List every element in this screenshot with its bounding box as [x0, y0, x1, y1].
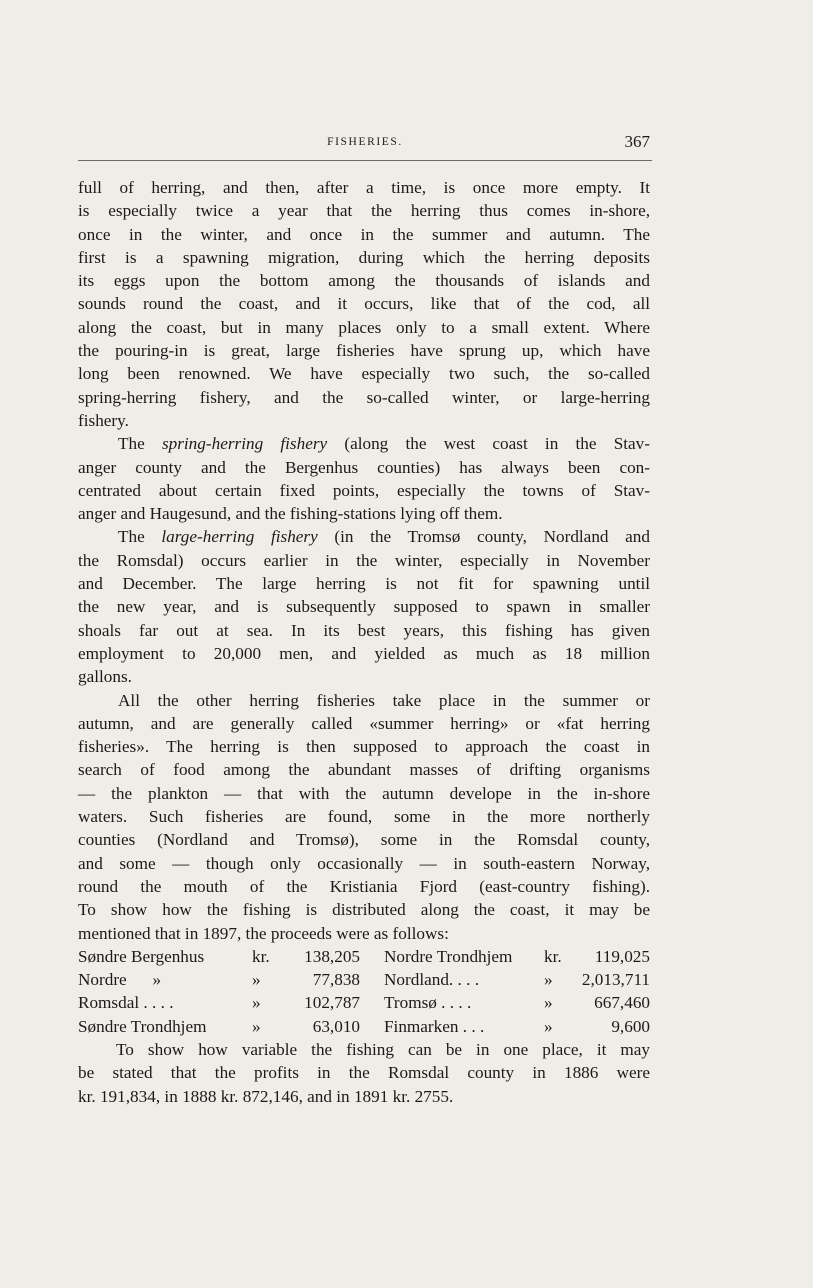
- text-line: centrated about certain fixed points, especially the towns of Stav-: [78, 480, 650, 500]
- header-rule: [78, 160, 652, 161]
- text-line: round the mouth of the Kristiania Fjord (east-country fishing).: [78, 876, 650, 896]
- amount: 9,600: [611, 1016, 650, 1036]
- currency-unit: »: [544, 993, 553, 1013]
- text-line: — the plankton — that with the autumn develope in the in-shore: [78, 783, 650, 803]
- currency-unit: »: [252, 1016, 261, 1036]
- running-title: FISHERIES.: [327, 136, 403, 148]
- county-name: Romsdal . . . .: [78, 993, 174, 1013]
- proceeds-table: [78, 945, 650, 1038]
- text-line: the Romsdal) occurs earlier in the winter, especially in November: [78, 550, 650, 570]
- text-line: fisheries». The herring is then supposed to approach the coast in: [78, 737, 650, 757]
- amount: 667,460: [594, 993, 650, 1013]
- text-line: first is a spawning migration, during which the herring deposits: [78, 247, 650, 267]
- italic-term: spring-herring fishery: [161, 434, 328, 454]
- table-row: [78, 945, 650, 968]
- text-line: gallons.: [78, 667, 132, 687]
- county-name: Tromsø . . . .: [384, 993, 472, 1013]
- currency-unit: kr.: [544, 946, 562, 966]
- text-line: the new year, and is subsequently supposed to spawn in smaller: [78, 597, 650, 617]
- text-line: and some — though only occasionally — in south-eastern Norway,: [78, 853, 650, 873]
- text-line: fishery.: [78, 410, 129, 430]
- text-line: waters. Such fisheries are found, some in the more northerly: [78, 807, 650, 827]
- county-name: Nordland. . . .: [384, 970, 479, 990]
- text-line: autumn, and are generally called «summer herring» or «fat herring: [78, 713, 650, 733]
- italic-term: large-herring fishery: [161, 527, 318, 547]
- county-name: Søndre Trondhjem: [78, 1016, 207, 1036]
- text-line: The large-herring fishery (in the Tromsø county, Nordland and: [118, 527, 650, 547]
- currency-unit: »: [544, 970, 553, 990]
- text-line: employment to 20,000 men, and yielded as much as 18 million: [78, 643, 650, 663]
- amount: 2,013,711: [581, 970, 650, 990]
- text-line: anger county and the Bergenhus counties) has always been con-: [78, 457, 650, 477]
- text-line: mentioned that in 1897, the proceeds were as follows:: [78, 923, 449, 943]
- text-line: long been renowned. We have especially two such, the so-called: [78, 364, 650, 384]
- table-row: [78, 991, 650, 1014]
- text-line: once in the winter, and once in the summer and autumn. The: [78, 224, 650, 244]
- currency-unit: kr.: [252, 946, 270, 966]
- county-name: Nordre Trondhjem: [384, 946, 513, 966]
- amount: 77,838: [312, 970, 360, 990]
- text-line: the pouring-in is great, large fisheries have sprung up, which have: [78, 341, 650, 361]
- page-header: [78, 132, 652, 156]
- currency-unit: »: [252, 993, 261, 1013]
- currency-unit: »: [544, 1016, 553, 1036]
- currency-unit: »: [252, 970, 261, 990]
- text-line: anger and Haugesund, and the fishing-stations lying off them.: [78, 504, 503, 524]
- body-text: [78, 176, 650, 1108]
- text-line: full of herring, and then, after a time, is once more empty. It: [78, 178, 650, 197]
- text-line: shoals far out at sea. In its best years, this fishing has given: [78, 620, 650, 640]
- text-line: spring-herring fishery, and the so-called winter, or large-herring: [78, 387, 650, 407]
- table-row: [78, 968, 650, 991]
- amount: 63,010: [312, 1016, 360, 1036]
- text-line: To show how the fishing is distributed along the coast, it may be: [78, 900, 650, 920]
- text-line: its eggs upon the bottom among the thousands of islands and: [78, 271, 650, 291]
- text-line: and December. The large herring is not fit for spawning until: [78, 574, 650, 594]
- text-line: kr. 191,834, in 1888 kr. 872,146, and in 1891 kr. 2755.: [78, 1086, 454, 1106]
- text-line: To show how variable the fishing can be in one place, it may: [116, 1039, 650, 1059]
- text-line: search of food among the abundant masses of drifting organisms: [78, 760, 650, 780]
- text-line: is especially twice a year that the herring thus comes in-shore,: [78, 201, 650, 221]
- text-line: All the other herring fisheries take place in the summer or: [118, 690, 650, 710]
- county-name: Søndre Bergenhus: [78, 946, 205, 966]
- paragraph-2: [78, 432, 650, 525]
- paragraph-4: [78, 689, 650, 945]
- paragraph-3: [78, 525, 650, 688]
- text-line: sounds round the coast, and it occurs, like that of the cod, all: [78, 294, 650, 314]
- text-line: along the coast, but in many places only to a small extent. Where: [78, 317, 650, 337]
- county-name: Nordre »: [78, 970, 162, 990]
- amount: 119,025: [594, 946, 650, 966]
- table-row: [78, 1015, 650, 1038]
- text-line: The spring-herring fishery (along the west coast in the Stav-: [118, 434, 650, 454]
- county-name: Finmarken . . .: [384, 1016, 485, 1036]
- amount: 138,205: [304, 946, 360, 966]
- paragraph-5: [78, 1038, 650, 1108]
- amount: 102,787: [304, 993, 360, 1013]
- page-number: 367: [624, 132, 650, 151]
- paragraph-1: [78, 176, 650, 432]
- text-line: be stated that the profits in the Romsdal county in 1886 were: [78, 1063, 650, 1083]
- text-line: counties (Nordland and Tromsø), some in the Romsdal county,: [78, 830, 650, 850]
